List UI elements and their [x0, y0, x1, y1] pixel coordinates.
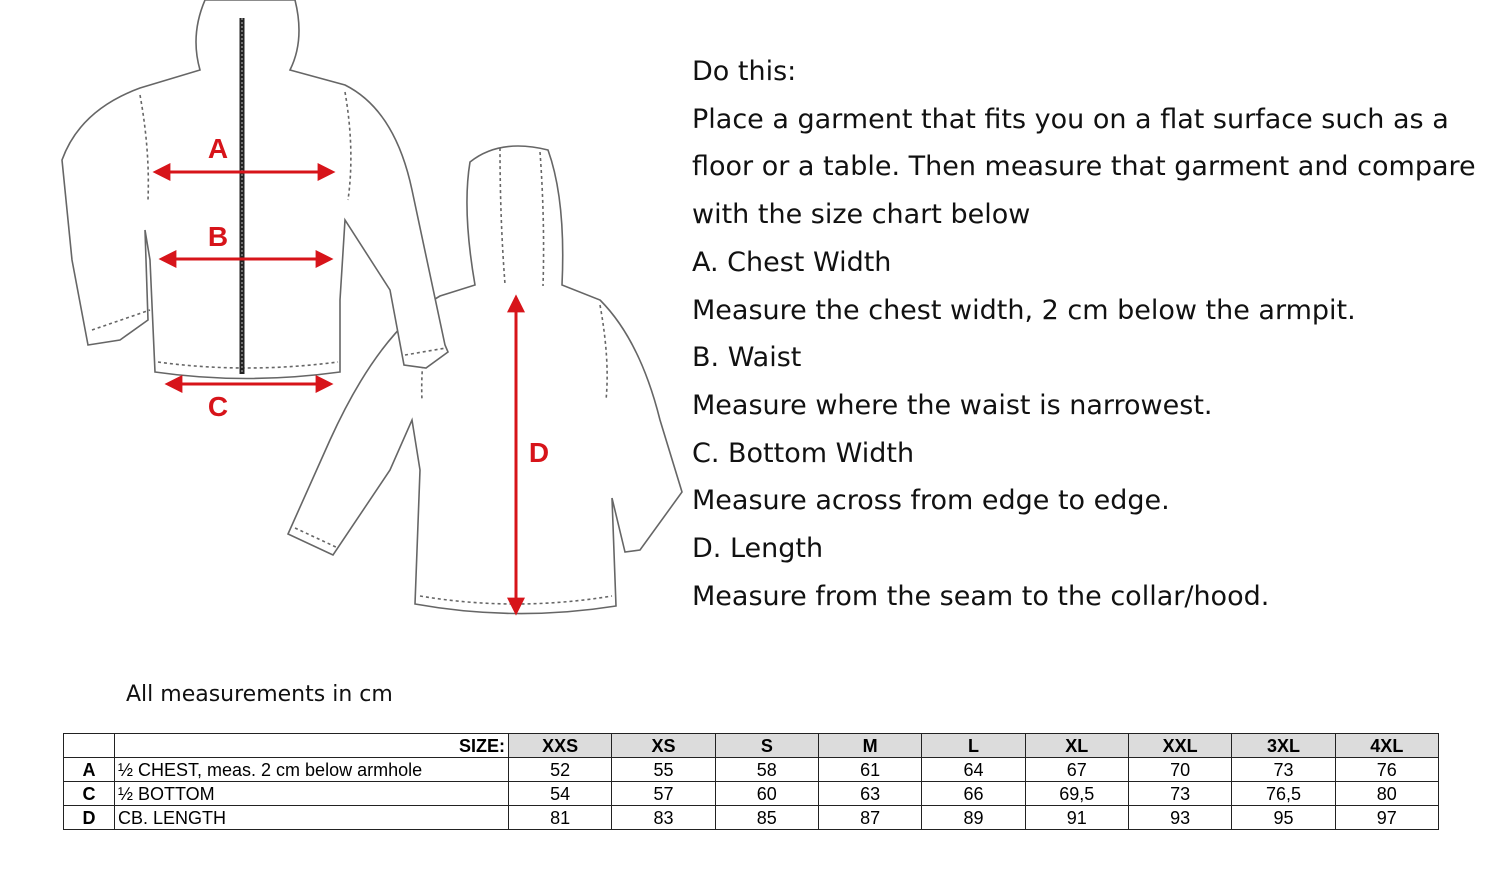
measuring-instructions [692, 48, 1482, 620]
item-b-title: B. Waist [692, 342, 802, 374]
measurement-value: 83 [612, 806, 715, 830]
measurement-value: 91 [1025, 806, 1128, 830]
measurement-row-a [64, 758, 1439, 782]
measurement-value: 76 [1335, 758, 1438, 782]
size-header-xxs: XXS [509, 734, 612, 758]
units-note: All measurements in cm [126, 682, 393, 707]
instructions-heading: Do this: [692, 56, 797, 87]
jacket-front-view [62, 0, 448, 379]
label-c: C [207, 391, 229, 422]
item-b-text: Measure where the waist is narrowest. [692, 389, 1213, 421]
measurement-value: 57 [612, 782, 715, 806]
instructions-intro: Place a garment that fits you on a flat surface such as a floor or a table. Then measure that garment and compare with the size chart below [692, 103, 1476, 231]
measurement-row-d [64, 806, 1439, 830]
measurement-value: 80 [1335, 782, 1438, 806]
measurement-value: 63 [818, 782, 921, 806]
measurement-value: 67 [1025, 758, 1128, 782]
row-code: D [64, 806, 115, 830]
measurement-value: 66 [922, 782, 1025, 806]
measurement-value: 64 [922, 758, 1025, 782]
measurement-value: 95 [1232, 806, 1335, 830]
size-header-xxl: XXL [1128, 734, 1231, 758]
measurement-value: 70 [1128, 758, 1231, 782]
measurement-value: 76,5 [1232, 782, 1335, 806]
measurement-value: 61 [818, 758, 921, 782]
item-a-title: A. Chest Width [692, 246, 892, 278]
measurement-value: 87 [818, 806, 921, 830]
row-description: ½ CHEST, meas. 2 cm below armhole [115, 758, 509, 782]
size-header-3xl: 3XL [1232, 734, 1335, 758]
row-code: A [64, 758, 115, 782]
row-description: ½ BOTTOM [115, 782, 509, 806]
measurement-value: 97 [1335, 806, 1438, 830]
size-header-row [64, 734, 1439, 758]
size-header-l: L [922, 734, 1025, 758]
measurement-value: 89 [922, 806, 1025, 830]
header-blank-cell [64, 734, 115, 758]
size-header-m: M [818, 734, 921, 758]
measurement-value: 58 [715, 758, 818, 782]
label-a: A [207, 133, 229, 164]
measurement-value: 54 [509, 782, 612, 806]
size-label: SIZE: [115, 734, 509, 758]
size-header-4xl: 4XL [1335, 734, 1438, 758]
row-code: C [64, 782, 115, 806]
item-d-title: D. Length [692, 533, 824, 565]
measurement-value: 69,5 [1025, 782, 1128, 806]
measurement-value: 60 [715, 782, 818, 806]
measurement-value: 93 [1128, 806, 1231, 830]
label-b: B [207, 221, 229, 252]
measurement-value: 52 [509, 758, 612, 782]
measurement-value: 73 [1128, 782, 1231, 806]
label-d: D [528, 437, 550, 468]
size-header-xs: XS [612, 734, 715, 758]
item-c-title: C. Bottom Width [692, 437, 915, 469]
measurement-value: 55 [612, 758, 715, 782]
item-d-text: Measure from the seam to the collar/hood. [692, 580, 1270, 612]
jacket-measurement-diagram [0, 0, 700, 640]
item-c-text: Measure across from edge to edge. [692, 485, 1170, 517]
size-header-s: S [715, 734, 818, 758]
measurement-value: 85 [715, 806, 818, 830]
measurement-row-c [64, 782, 1439, 806]
size-chart-table [63, 733, 1439, 830]
measurement-value: 73 [1232, 758, 1335, 782]
item-a-text: Measure the chest width, 2 cm below the armpit. [692, 294, 1356, 326]
row-description: CB. LENGTH [115, 806, 509, 830]
measurement-value: 81 [509, 806, 612, 830]
size-header-xl: XL [1025, 734, 1128, 758]
